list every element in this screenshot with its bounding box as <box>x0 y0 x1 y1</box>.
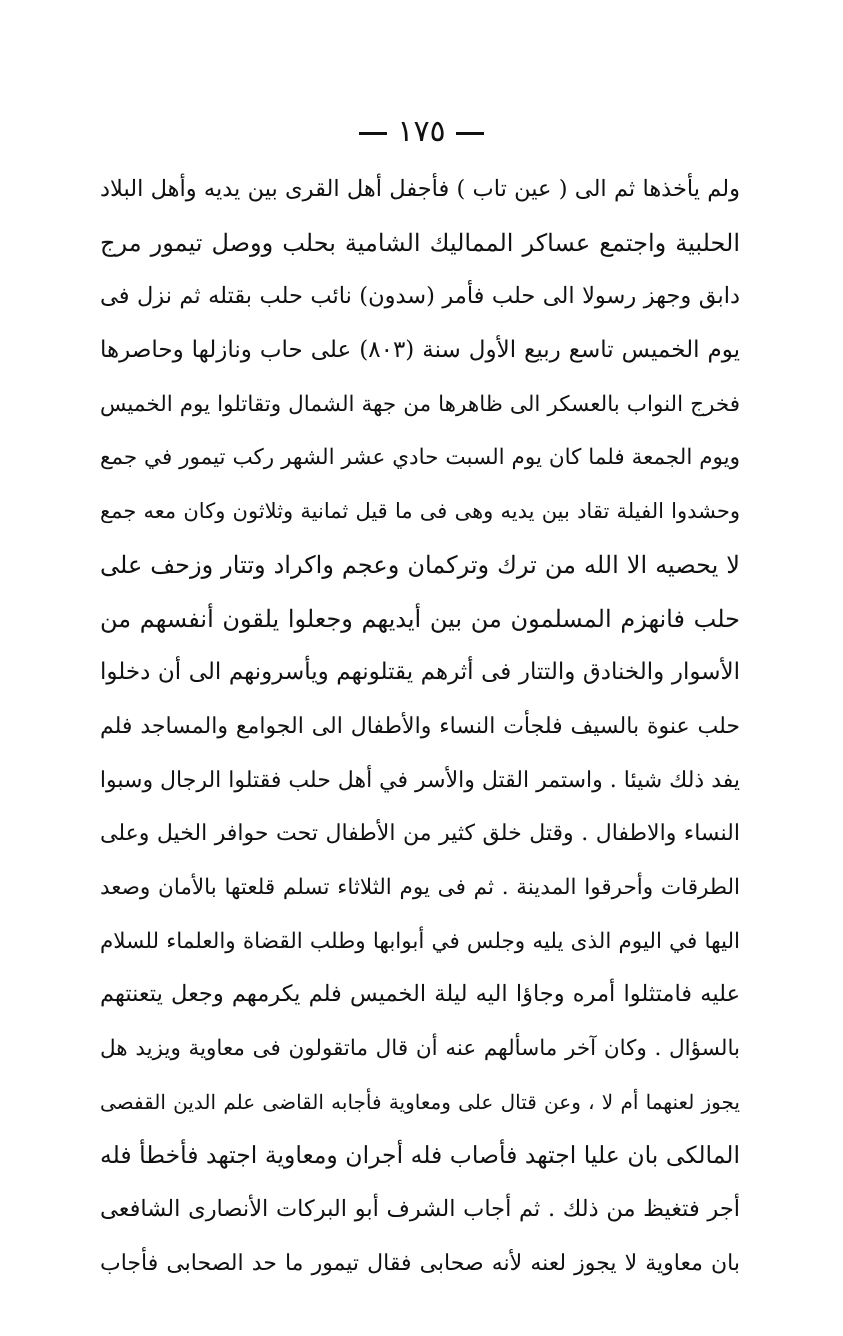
page-header <box>0 112 843 152</box>
text-line-4: يوم الخميس تاسع ربيع الأول سنة (٨٠٣) على حاب ونازلها وحاصرها <box>100 337 740 364</box>
text-line-2: الحلبية واجتمع عساكر المماليك الشامية بحلب ووصل تيمور مرج <box>100 228 740 257</box>
text-line-19: المالكى بان عليا اجتهد فأصاب فله أجران ومعاوية اجتهد فأخطأ فله <box>100 1141 740 1170</box>
text-line-5: فخرج النواب بالعسكر الى ظاهرها من جهة الشمال وتقاتلوا يوم الخميس <box>100 391 740 417</box>
header-dash-right <box>456 132 484 135</box>
text-line-1: ولم يأخذها ثم الى ( عين تاب ) فأجفل أهل القرى بين يديه وأهل البلاد <box>100 176 740 202</box>
header-dash-left <box>359 132 387 135</box>
text-line-8: لا يحصيه الا الله من ترك وتركمان وعجم واكراد وتتار وزحف على <box>100 550 740 579</box>
text-line-3: دابق وجهز رسولا الى حلب فأمر (سدون) نائب حلب بقتله ثم نزل فى <box>100 283 740 310</box>
page-number: ١٧٥ <box>397 114 446 149</box>
text-line-14: الطرقات وأحرقوا المدينة . ثم فى يوم الثلاثاء تسلم قلعتها بالأمان وصعد <box>100 874 740 900</box>
text-line-13: النساء والاطفال . وقتل خلق كثير من الأطفال تحت حوافر الخيل وعلى <box>100 821 740 847</box>
text-line-17: بالسؤال . وكان آخر ماسألهم عنه أن قال ماتقولون فى معاوية ويزيد هل <box>100 1036 740 1061</box>
body-text <box>100 163 740 1290</box>
text-line-21: بان معاوية لا يجوز لعنه لأنه صحابى فقال تيمور ما حد الصحابى فأجاب <box>100 1250 740 1276</box>
text-line-10: الأسوار والخنادق والتتار فى أثرهم يقتلونهم ويأسرونهم الى أن دخلوا <box>100 659 740 686</box>
text-line-9: حلب فانهزم المسلمون من بين أيديهم وجعلوا يلقون أنفسهم من <box>100 604 740 633</box>
text-line-15: اليها في اليوم الذى يليه وجلس في أبوابها وطلب القضاة والعلماء للسلام <box>100 928 740 954</box>
text-line-20: أجر فتغيظ من ذلك . ثم أجاب الشرف أبو البركات الأنصارى الشافعى <box>100 1196 740 1223</box>
text-line-18: يجوز لعنهما أم لا ، وعن قتال على ومعاوية فأجابه القاضى علم الدين القفصى <box>100 1089 740 1114</box>
text-line-16: عليه فامتثلوا أمره وجاؤا اليه ليلة الخميس فلم يكرمهم وجعل يتعنتهم <box>100 981 740 1008</box>
text-line-6: ويوم الجمعة فلما كان يوم السبت حادي عشر الشهر ركب تيمور في جمع <box>100 445 740 471</box>
text-line-11: حلب عنوة بالسيف فلجأت النساء والأطفال الى الجوامع والمساجد فلم <box>100 713 740 739</box>
text-line-12: يفد ذلك شيئا . واستمر القتل والأسر في أهل حلب فقتلوا الرجال وسبوا <box>100 767 740 793</box>
text-line-7: وحشدوا الفيلة تقاد بين يديه وهى فى ما قيل ثمانية وثلاثون وكان معه جمع <box>100 499 740 524</box>
